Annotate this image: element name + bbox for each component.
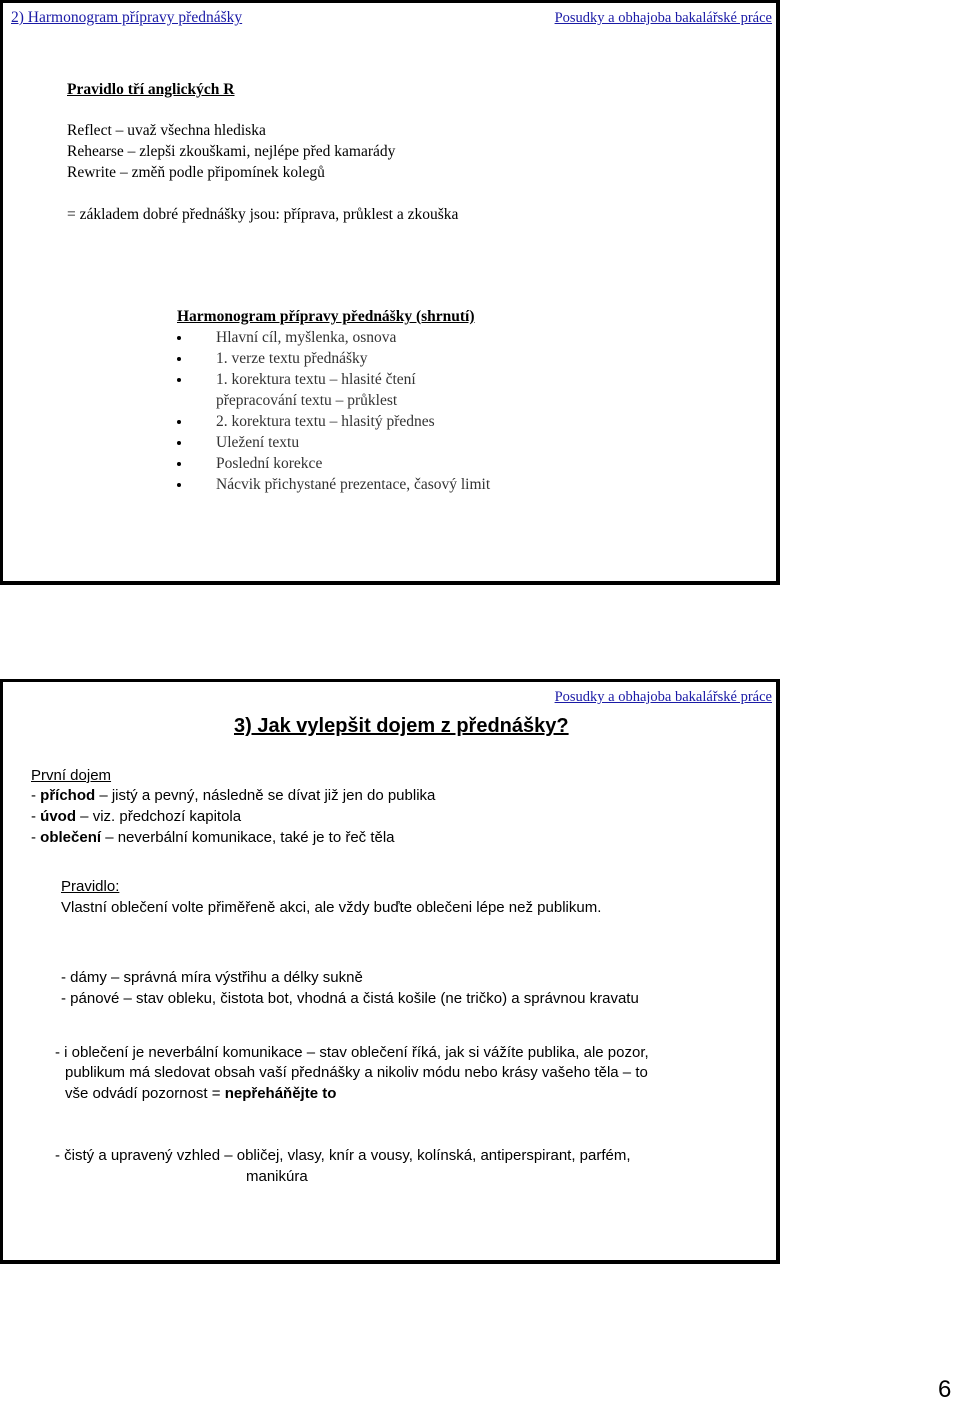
header-course-link[interactable]: Posudky a obhajoba bakalářské práce [554,689,772,705]
description: – neverbální komunikace, také je to řeč těla [101,829,395,846]
bullet-icon [177,378,181,382]
nonverbal-plain: vše odvádí pozornost = [65,1085,225,1102]
bullet-icon [177,483,181,487]
slide-title: 3) Jak vylepšit dojem z přednášky? [234,715,569,737]
ladies-line: - dámy – správná míra výstřihu a délky sukně [61,969,363,986]
dash: - [31,808,41,825]
clean-line-1: - čistý a upravený vzhled – obličej, vlasy, knír a vousy, kolínská, antiperspirant, parfém, [55,1147,631,1164]
nonverbal-line-3 [65,1084,336,1104]
impression-line-arrival [31,786,435,806]
summary-item: 2. korektura textu – hlasitý přednes [216,413,435,430]
dash: - [31,787,41,804]
keyword: oblečení [40,829,102,846]
bullet-icon [177,357,181,361]
rule-reflect: Reflect – uvaž všechna hlediska [67,122,266,139]
nonverbal-line-1: - i oblečení je neverbální komunikace – stav oblečení říká, jak si vážíte publika, ale pozor, [55,1044,649,1061]
gents-line: - pánové – stav obleku, čistota bot, vhodná a čistá košile (ne tričko) a správnou kravatu [61,990,639,1007]
summary-item: 1. korektura textu – hlasité čtení [216,371,416,388]
summary-item: Nácvik přichystané prezentace, časový limit [216,476,491,493]
summary-item: Uležení textu [216,434,300,451]
header-section-link[interactable]: 2) Harmonogram přípravy přednášky [11,9,243,26]
summary-item: 1. verze textu přednášky [216,350,368,367]
rule-rehearse: Rehearse – zlepši zkouškami, nejlépe před kamarády [67,143,396,160]
bullet-icon [177,420,181,424]
rule-rewrite: Rewrite – změň podle připomínek kolegů [67,164,325,181]
header-course-link[interactable]: Posudky a obhajoba bakalářské práce [554,10,772,26]
nonverbal-emphasis: nepřeháňějte to [224,1085,337,1102]
bullet-icon [177,336,181,340]
description: – viz. předchozí kapitola [76,808,242,825]
bullet-icon [177,441,181,445]
impression-line-intro [31,807,241,827]
summary-item: Hlavní cíl, myšlenka, osnova [216,329,397,346]
nonverbal-line-2: publikum má sledovat obsah vaší přednášky a nikoliv módu nebo krásy vašeho těla – to [65,1064,648,1081]
description: – jistý a pevný, následně se dívat již jen do publika [95,787,436,804]
dash: - [31,829,41,846]
clean-line-2: manikúra [246,1168,308,1185]
keyword: úvod [40,808,77,825]
slide-harmonogram [0,0,780,585]
summary-item: Poslední korekce [216,455,323,472]
first-impression-title: První dojem [31,767,112,784]
slide-impression [0,679,780,1264]
impression-line-clothing [31,828,395,848]
summary-item: přepracování textu – průklest [216,392,398,409]
rule-text: Vlastní oblečení volte přiměřeně akci, ale vždy buďte oblečeni lépe než publikum. [61,899,602,916]
keyword: příchod [40,787,96,804]
rule-label: Pravidlo: [61,878,120,895]
page-number: 6 [938,1376,952,1403]
rule-title: Pravidlo tří anglických R [67,81,235,98]
basis-text: = základem dobré přednášky jsou: příprava, průklest a zkouška [67,206,459,223]
summary-title: Harmonogram přípravy přednášky (shrnutí) [177,308,475,325]
bullet-icon [177,462,181,466]
